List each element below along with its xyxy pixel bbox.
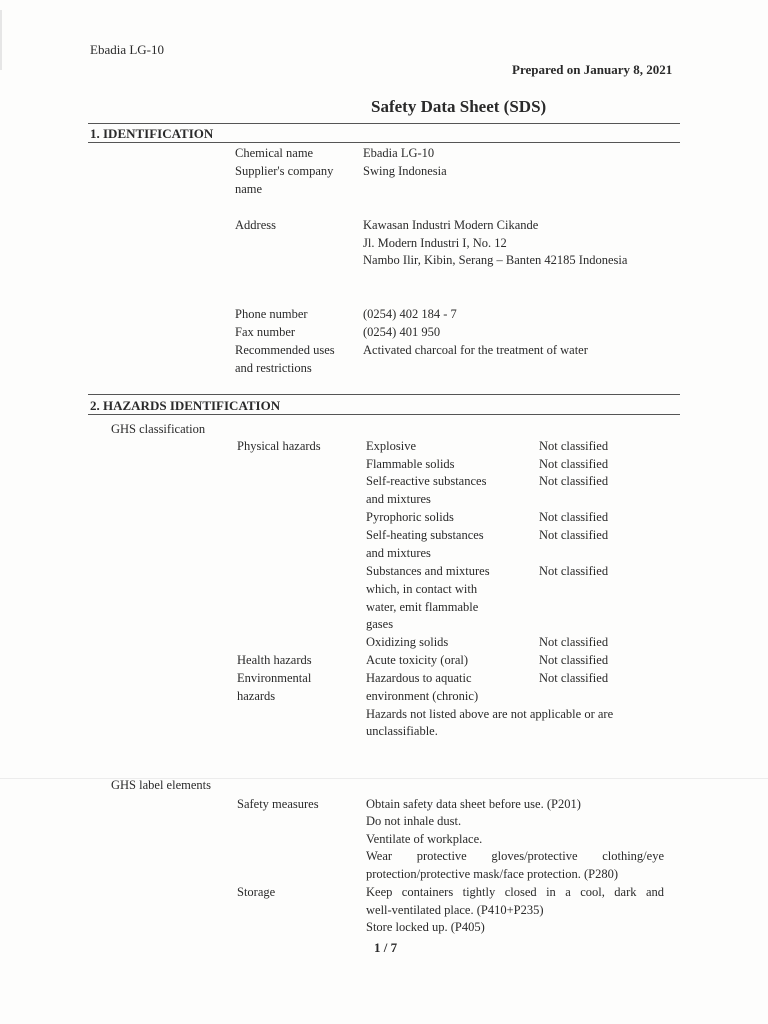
section-2-heading: 2. HAZARDS IDENTIFICATION [90,398,281,413]
section-2-top-rule [88,394,680,395]
hazard-item-name: Pyrophoric solids [366,510,454,524]
storage-label: Storage [237,885,276,899]
uses-label-line-1: Recommended uses [235,343,335,357]
hazard-item-status: Not classified [539,564,609,578]
hazard-item-status: Not classified [539,653,609,667]
address-line-2: Jl. Modern Industri I, No. 12 [363,236,507,250]
hazard-item-status: Not classified [539,635,609,649]
address-label: Address [235,218,276,232]
fax-value: (0254) 401 950 [363,325,441,339]
safety-measures-label: Safety measures [237,797,319,811]
storage-line-1: Keep containers tightly closed in a cool, dark and [366,885,664,899]
hazard-item-name-cont: environment (chronic) [366,689,479,703]
hazard-item-status: Not classified [539,474,609,488]
hazard-item-name: Self-reactive substances [366,474,487,488]
hazard-item-name-cont: and mixtures [366,546,431,560]
safety-line-5: protection/protective mask/face protection. (P280) [366,867,618,881]
supplier-label-line-1: Supplier's company [235,164,334,178]
physical-hazards-label: Physical hazards [237,439,321,453]
page-number: 1 / 7 [374,940,398,955]
supplier-value: Swing Indonesia [363,164,447,178]
storage-line-2: well-ventilated place. (P410+P235) [366,903,544,917]
hazard-item-status: Not classified [539,439,609,453]
safety-line-4: Wear protective gloves/protective clothing/eye [366,849,664,863]
phone-value: (0254) 402 184 - 7 [363,307,457,321]
fax-label: Fax number [235,325,296,339]
ghs-classification-label: GHS classification [111,422,206,436]
hazard-item-name: Acute toxicity (oral) [366,653,469,667]
uses-value: Activated charcoal for the treatment of water [363,343,588,357]
hazard-item-name-cont: and mixtures [366,492,431,506]
section-1-top-rule [88,123,680,124]
hazard-item-name-cont: gases [366,617,394,631]
hazard-item-status: Not classified [539,671,609,685]
product-name-header: Ebadia LG-10 [90,42,165,57]
environmental-label-line-1: Environmental [237,671,312,685]
hazard-item-name: Oxidizing solids [366,635,449,649]
document-title: Safety Data Sheet (SDS) [371,97,547,116]
chemical-name-value: Ebadia LG-10 [363,146,435,160]
health-hazards-label: Health hazards [237,653,312,667]
section-1-heading: 1. IDENTIFICATION [90,126,214,141]
prepared-date: Prepared on January 8, 2021 [512,62,673,77]
hazard-item-name: Flammable solids [366,457,455,471]
safety-line-2: Do not inhale dust. [366,814,462,828]
phone-label: Phone number [235,307,308,321]
safety-line-1: Obtain safety data sheet before use. (P201) [366,797,581,811]
ghs-label-elements-label: GHS label elements [111,778,211,792]
environmental-label-line-2: hazards [237,689,276,703]
hazard-item-name: Explosive [366,439,416,453]
scan-edge-mark [0,10,2,70]
uses-label-line-2: and restrictions [235,361,312,375]
hazard-item-name: Hazardous to aquatic [366,671,472,685]
storage-line-3: Store locked up. (P405) [366,920,485,934]
hazards-note-line-1: Hazards not listed above are not applicable or are [366,707,614,721]
section-2-bottom-rule [88,414,680,415]
section-1-bottom-rule [88,142,680,143]
hazard-item-status: Not classified [539,510,609,524]
supplier-label-line-2: name [235,182,263,196]
hazard-item-name: Substances and mixtures [366,564,490,578]
address-line-3: Nambo Ilir, Kibin, Serang – Banten 42185 Indonesia [363,253,628,267]
hazard-item-status: Not classified [539,528,609,542]
hazard-item-name-cont: which, in contact with [366,582,478,596]
hazard-item-name-cont: water, emit flammable [366,600,479,614]
chemical-name-label: Chemical name [235,146,314,160]
hazard-item-name: Self-heating substances [366,528,484,542]
hazards-note-line-2: unclassifiable. [366,724,438,738]
address-line-1: Kawasan Industri Modern Cikande [363,218,539,232]
safety-line-3: Ventilate of workplace. [366,832,483,846]
hazard-item-status: Not classified [539,457,609,471]
